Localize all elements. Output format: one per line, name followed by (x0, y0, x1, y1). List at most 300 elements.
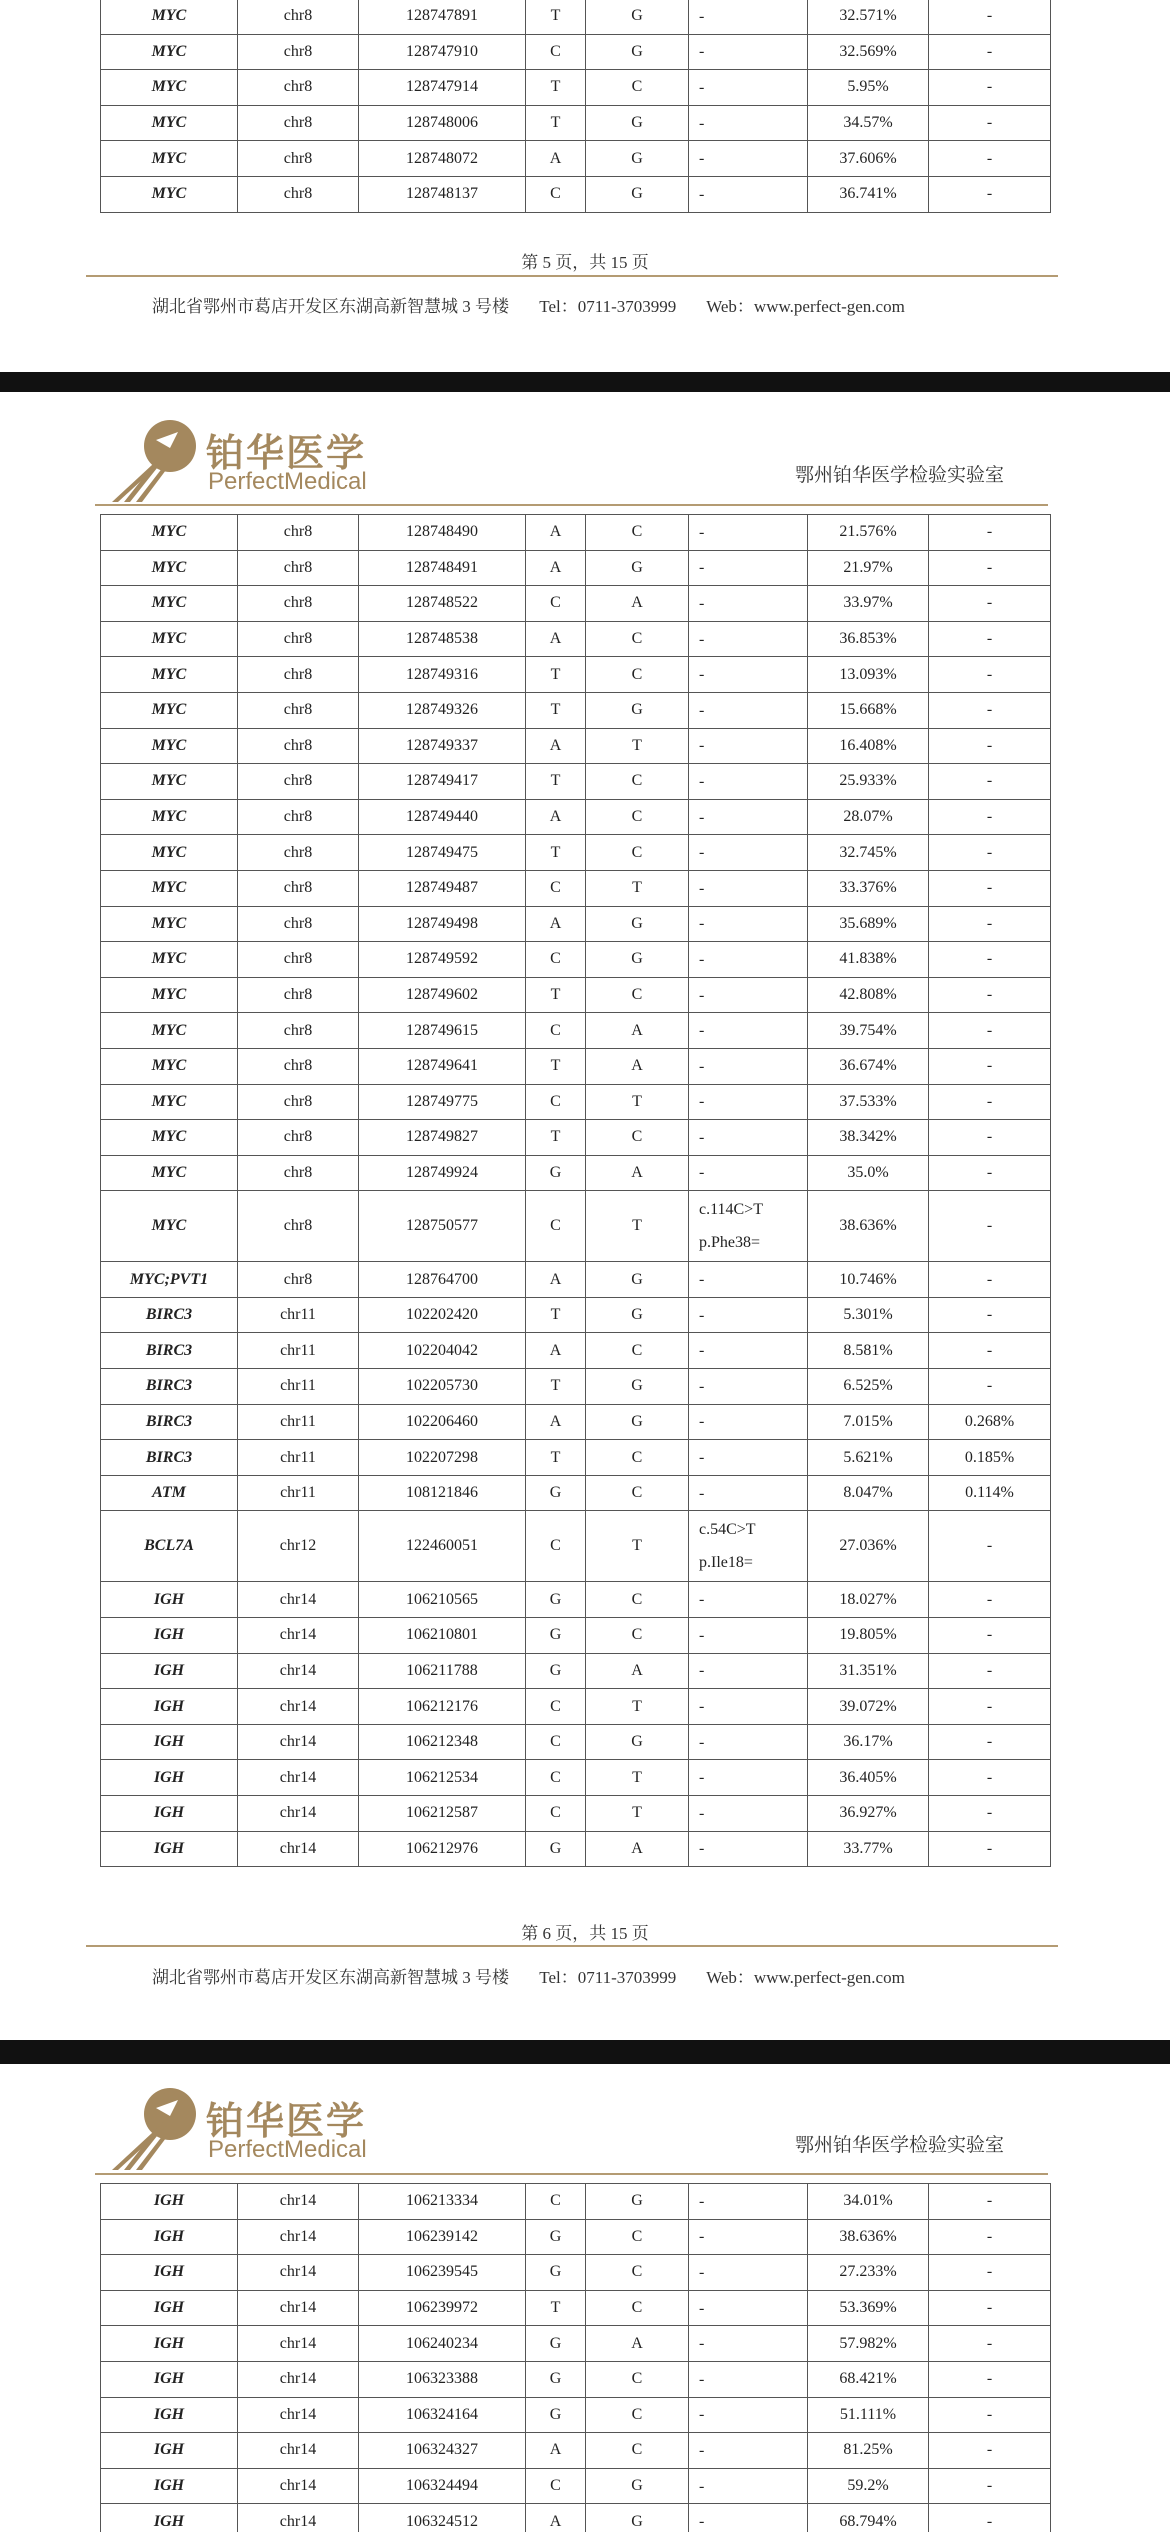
vaf-cell: 36.674% (808, 1048, 929, 1084)
position-cell: 128749475 (359, 835, 526, 871)
gene-cell: IGH (101, 2468, 238, 2504)
frequency-cell: - (929, 799, 1051, 835)
chromosome-cell: chr8 (238, 977, 359, 1013)
gene-cell: MYC (101, 728, 238, 764)
vaf-cell: 51.111% (808, 2397, 929, 2433)
position-cell: 128749924 (359, 1155, 526, 1191)
ref-base-cell: G (526, 1653, 586, 1689)
alt-base-cell: G (586, 141, 689, 177)
gene-cell: MYC (101, 692, 238, 728)
position-cell: 128747910 (359, 34, 526, 70)
page-number: 第 6 页，共 15 页 (521, 1924, 649, 1943)
hgvs-text: p.Ile18= (699, 1554, 753, 1572)
chromosome-cell: chr8 (238, 906, 359, 942)
table-row (101, 1724, 1051, 1760)
alt-base-cell: C (586, 2255, 689, 2291)
hgvs-cell (689, 799, 808, 835)
brand-logo (108, 418, 368, 504)
vaf-cell: 15.668% (808, 692, 929, 728)
position-cell: 106324327 (359, 2433, 526, 2469)
position-cell: 106324164 (359, 2397, 526, 2433)
frequency-cell: - (929, 586, 1051, 622)
gene-cell: BIRC3 (101, 1440, 238, 1476)
hgvs-cell (689, 0, 808, 34)
hgvs-cell (689, 70, 808, 106)
vaf-cell: 19.805% (808, 1618, 929, 1654)
vaf-cell: 59.2% (808, 2468, 929, 2504)
footer-address: 湖北省鄂州市葛店开发区东湖高新智慧城 3 号楼 (152, 297, 509, 316)
gene-cell: IGH (101, 2326, 238, 2362)
hgvs-text: - (699, 844, 705, 862)
alt-base-cell: T (586, 728, 689, 764)
ref-base-cell: C (526, 1796, 586, 1832)
hgvs-text: - (699, 1377, 705, 1395)
perfect-medical-logo-icon (108, 2086, 200, 2172)
alt-base-cell: C (586, 764, 689, 800)
hgvs-text: - (699, 2406, 705, 2424)
gene-cell: MYC;PVT1 (101, 1262, 238, 1298)
gene-cell: IGH (101, 2184, 238, 2220)
frequency-cell: - (929, 2290, 1051, 2326)
alt-base-cell: C (586, 1475, 689, 1511)
table-row (101, 728, 1051, 764)
vaf-cell: 8.581% (808, 1333, 929, 1369)
hgvs-cell (689, 977, 808, 1013)
chromosome-cell: chr8 (238, 515, 359, 551)
hgvs-text: - (699, 1413, 705, 1431)
alt-base-cell: C (586, 977, 689, 1013)
frequency-cell: - (929, 1297, 1051, 1333)
chromosome-cell: chr14 (238, 2504, 359, 2532)
alt-base-cell: G (586, 1297, 689, 1333)
vaf-cell: 36.17% (808, 1724, 929, 1760)
alt-base-cell: C (586, 1120, 689, 1156)
position-cell: 128749602 (359, 977, 526, 1013)
hgvs-text: - (699, 185, 705, 203)
vaf-cell: 32.571% (808, 0, 929, 34)
alt-base-cell: G (586, 1724, 689, 1760)
vaf-cell: 35.689% (808, 906, 929, 942)
alt-base-cell: G (586, 1369, 689, 1405)
hgvs-cell (689, 728, 808, 764)
hgvs-text: - (699, 1626, 705, 1644)
hgvs-text: - (699, 879, 705, 897)
vaf-cell: 68.421% (808, 2361, 929, 2397)
ref-base-cell: G (526, 2361, 586, 2397)
alt-base-cell: T (586, 1689, 689, 1725)
frequency-cell: - (929, 728, 1051, 764)
table-row (101, 1796, 1051, 1832)
alt-base-cell: A (586, 1653, 689, 1689)
hgvs-cell (689, 621, 808, 657)
vaf-cell: 33.376% (808, 870, 929, 906)
position-cell: 106240234 (359, 2326, 526, 2362)
table-row (101, 176, 1051, 212)
frequency-cell: - (929, 176, 1051, 212)
vaf-cell: 39.072% (808, 1689, 929, 1725)
vaf-cell: 36.927% (808, 1796, 929, 1832)
chromosome-cell: chr14 (238, 1724, 359, 1760)
vaf-cell: 34.57% (808, 105, 929, 141)
position-cell: 106323388 (359, 2361, 526, 2397)
alt-base-cell: G (586, 2184, 689, 2220)
gene-cell: IGH (101, 1760, 238, 1796)
vaf-cell: 8.047% (808, 1475, 929, 1511)
alt-base-cell: G (586, 34, 689, 70)
gene-cell: MYC (101, 1120, 238, 1156)
footer-contact (152, 292, 931, 317)
alt-base-cell: G (586, 105, 689, 141)
table-row (101, 870, 1051, 906)
ref-base-cell: T (526, 105, 586, 141)
hgvs-text: - (699, 2335, 705, 2353)
hgvs-text: - (699, 630, 705, 648)
footer-contact (152, 1963, 931, 1988)
vaf-cell: 38.342% (808, 1120, 929, 1156)
vaf-cell: 27.233% (808, 2255, 929, 2291)
position-cell: 128749337 (359, 728, 526, 764)
frequency-cell: - (929, 1724, 1051, 1760)
hgvs-text: - (699, 1698, 705, 1716)
hgvs-text: - (699, 594, 705, 612)
hgvs-cell (689, 1760, 808, 1796)
position-cell: 128748522 (359, 586, 526, 622)
logo-english-name: PerfectMedical (208, 468, 367, 495)
table-row (101, 1511, 1051, 1582)
hgvs-cell (689, 515, 808, 551)
position-cell: 128748491 (359, 550, 526, 586)
table-row (101, 105, 1051, 141)
table-row (101, 621, 1051, 657)
table-row (101, 942, 1051, 978)
position-cell: 128747914 (359, 70, 526, 106)
table-row (101, 906, 1051, 942)
chromosome-cell: chr14 (238, 1689, 359, 1725)
gene-cell: MYC (101, 870, 238, 906)
page-number: 第 5 页，共 15 页 (521, 253, 649, 272)
table-row (101, 1689, 1051, 1725)
hgvs-text: - (699, 1662, 705, 1680)
ref-base-cell: C (526, 1724, 586, 1760)
gene-cell: MYC (101, 0, 238, 34)
hgvs-cell (689, 1511, 808, 1582)
table-row (101, 2255, 1051, 2291)
vaf-cell: 38.636% (808, 1191, 929, 1262)
position-cell: 128749641 (359, 1048, 526, 1084)
table-row (101, 2397, 1051, 2433)
position-cell: 122460051 (359, 1511, 526, 1582)
hgvs-text: - (699, 1449, 705, 1467)
ref-base-cell: G (526, 2326, 586, 2362)
alt-base-cell: C (586, 1618, 689, 1654)
ref-base-cell: A (526, 1404, 586, 1440)
frequency-cell: - (929, 1333, 1051, 1369)
alt-base-cell: C (586, 515, 689, 551)
frequency-cell: - (929, 1653, 1051, 1689)
alt-base-cell: C (586, 657, 689, 693)
position-cell: 128748137 (359, 176, 526, 212)
hgvs-text: - (699, 1733, 705, 1751)
ref-base-cell: A (526, 141, 586, 177)
position-cell: 106212976 (359, 1831, 526, 1867)
position-cell: 102207298 (359, 1440, 526, 1476)
chromosome-cell: chr14 (238, 1760, 359, 1796)
ref-base-cell: T (526, 1440, 586, 1476)
vaf-cell: 5.95% (808, 70, 929, 106)
table-row (101, 1120, 1051, 1156)
hgvs-cell (689, 1724, 808, 1760)
gene-cell: IGH (101, 1724, 238, 1760)
gene-cell: IGH (101, 2219, 238, 2255)
gene-cell: MYC (101, 764, 238, 800)
footer-address: 湖北省鄂州市葛店开发区东湖高新智慧城 3 号楼 (152, 1968, 509, 1987)
ref-base-cell: T (526, 764, 586, 800)
position-cell: 106210801 (359, 1618, 526, 1654)
frequency-cell: - (929, 1048, 1051, 1084)
hgvs-cell (689, 1120, 808, 1156)
hgvs-cell (689, 2290, 808, 2326)
gene-cell: IGH (101, 2290, 238, 2326)
hgvs-text: - (699, 2441, 705, 2459)
vaf-cell: 36.405% (808, 1760, 929, 1796)
ref-base-cell: A (526, 2433, 586, 2469)
chromosome-cell: chr8 (238, 621, 359, 657)
gene-cell: ATM (101, 1475, 238, 1511)
hgvs-cell (689, 2219, 808, 2255)
ref-base-cell: C (526, 176, 586, 212)
ref-base-cell: T (526, 657, 586, 693)
hgvs-text: - (699, 2228, 705, 2246)
hgvs-text: - (699, 1342, 705, 1360)
hgvs-text: - (699, 701, 705, 719)
frequency-cell: - (929, 1013, 1051, 1049)
table-row (101, 34, 1051, 70)
table-row (101, 70, 1051, 106)
vaf-cell: 16.408% (808, 728, 929, 764)
table-row (101, 0, 1051, 34)
report-page-7 (0, 2064, 1170, 2532)
position-cell: 128764700 (359, 1262, 526, 1298)
position-cell: 106210565 (359, 1582, 526, 1618)
table-row (101, 1013, 1051, 1049)
chromosome-cell: chr11 (238, 1297, 359, 1333)
ref-base-cell: G (526, 1582, 586, 1618)
alt-base-cell: T (586, 1796, 689, 1832)
hgvs-cell (689, 2397, 808, 2433)
chromosome-cell: chr12 (238, 1511, 359, 1582)
ref-base-cell: C (526, 870, 586, 906)
position-cell: 128750577 (359, 1191, 526, 1262)
alt-base-cell: T (586, 1511, 689, 1582)
vaf-cell: 18.027% (808, 1582, 929, 1618)
header-divider (95, 504, 1048, 506)
hgvs-text: - (699, 114, 705, 132)
frequency-cell: - (929, 1582, 1051, 1618)
hgvs-text: - (699, 1128, 705, 1146)
hgvs-cell (689, 1262, 808, 1298)
alt-base-cell: C (586, 1333, 689, 1369)
position-cell: 128748538 (359, 621, 526, 657)
table-row (101, 1084, 1051, 1120)
chromosome-cell: chr11 (238, 1333, 359, 1369)
hgvs-cell (689, 550, 808, 586)
chromosome-cell: chr14 (238, 2361, 359, 2397)
position-cell: 102202420 (359, 1297, 526, 1333)
frequency-cell: - (929, 1689, 1051, 1725)
chromosome-cell: chr8 (238, 70, 359, 106)
position-cell: 108121846 (359, 1475, 526, 1511)
table-row (101, 2361, 1051, 2397)
hgvs-cell (689, 1048, 808, 1084)
ref-base-cell: G (526, 1618, 586, 1654)
logo-chinese-name: 铂华医学 (206, 2099, 367, 2143)
gene-cell: MYC (101, 550, 238, 586)
alt-base-cell: C (586, 70, 689, 106)
frequency-cell: 0.268% (929, 1404, 1051, 1440)
lab-name: 鄂州铂华医学检验实验室 (794, 2135, 1004, 2156)
chromosome-cell: chr14 (238, 2326, 359, 2362)
table-row (101, 1475, 1051, 1511)
table-row (101, 2290, 1051, 2326)
alt-base-cell: C (586, 2290, 689, 2326)
gene-cell: MYC (101, 586, 238, 622)
hgvs-cell (689, 2361, 808, 2397)
hgvs-text: - (699, 2370, 705, 2388)
chromosome-cell: chr8 (238, 176, 359, 212)
hgvs-text: - (699, 1271, 705, 1289)
ref-base-cell: T (526, 70, 586, 106)
vaf-cell: 81.25% (808, 2433, 929, 2469)
ref-base-cell: A (526, 906, 586, 942)
alt-base-cell: G (586, 942, 689, 978)
hgvs-cell (689, 1191, 808, 1262)
alt-base-cell: C (586, 835, 689, 871)
ref-base-cell: A (526, 550, 586, 586)
table-row (101, 977, 1051, 1013)
hgvs-cell (689, 2184, 808, 2220)
table-row (101, 657, 1051, 693)
table-row (101, 1618, 1051, 1654)
vaf-cell: 36.853% (808, 621, 929, 657)
gene-cell: BIRC3 (101, 1297, 238, 1333)
gene-cell: BIRC3 (101, 1333, 238, 1369)
vaf-cell: 35.0% (808, 1155, 929, 1191)
chromosome-cell: chr11 (238, 1404, 359, 1440)
hgvs-cell (689, 692, 808, 728)
vaf-cell: 21.576% (808, 515, 929, 551)
position-cell: 128749440 (359, 799, 526, 835)
table-row (101, 1297, 1051, 1333)
variant-table (100, 2183, 1051, 2532)
ref-base-cell: G (526, 1475, 586, 1511)
alt-base-cell: C (586, 2397, 689, 2433)
chromosome-cell: chr8 (238, 657, 359, 693)
frequency-cell: - (929, 906, 1051, 942)
table-row (101, 586, 1051, 622)
ref-base-cell: C (526, 34, 586, 70)
frequency-cell: - (929, 105, 1051, 141)
gene-cell: IGH (101, 1653, 238, 1689)
table-row (101, 1191, 1051, 1262)
ref-base-cell: T (526, 835, 586, 871)
gene-cell: MYC (101, 176, 238, 212)
position-cell: 128749316 (359, 657, 526, 693)
hgvs-text: - (699, 43, 705, 61)
hgvs-text: - (699, 78, 705, 96)
position-cell: 102205730 (359, 1369, 526, 1405)
hgvs-text: - (699, 2477, 705, 2495)
chromosome-cell: chr14 (238, 2468, 359, 2504)
alt-base-cell: A (586, 1155, 689, 1191)
chromosome-cell: chr8 (238, 1155, 359, 1191)
frequency-cell: - (929, 942, 1051, 978)
hgvs-text: - (699, 150, 705, 168)
frequency-cell: - (929, 1262, 1051, 1298)
page-separator (0, 2040, 1170, 2064)
hgvs-cell (689, 141, 808, 177)
footer-web: Web：www.perfect-gen.com (706, 297, 905, 316)
ref-base-cell: T (526, 1369, 586, 1405)
hgvs-text: - (699, 2299, 705, 2317)
hgvs-text: - (699, 1306, 705, 1324)
position-cell: 128749498 (359, 906, 526, 942)
hgvs-cell (689, 764, 808, 800)
hgvs-cell (689, 1333, 808, 1369)
hgvs-text: - (699, 808, 705, 826)
hgvs-cell (689, 2504, 808, 2532)
hgvs-cell (689, 2433, 808, 2469)
frequency-cell: - (929, 764, 1051, 800)
table-row (101, 1369, 1051, 1405)
chromosome-cell: chr14 (238, 2397, 359, 2433)
hgvs-text: c.114C>T (699, 1201, 763, 1219)
hgvs-cell (689, 835, 808, 871)
logo-english-name: PerfectMedical (208, 2136, 367, 2163)
ref-base-cell: C (526, 586, 586, 622)
chromosome-cell: chr8 (238, 550, 359, 586)
chromosome-cell: chr8 (238, 1013, 359, 1049)
hgvs-cell (689, 2468, 808, 2504)
position-cell: 128749326 (359, 692, 526, 728)
hgvs-cell (689, 2326, 808, 2362)
frequency-cell: - (929, 657, 1051, 693)
alt-base-cell: T (586, 870, 689, 906)
footer-tel: Tel：0711-3703999 (539, 1968, 677, 1987)
vaf-cell: 39.754% (808, 1013, 929, 1049)
ref-base-cell: C (526, 1511, 586, 1582)
gene-cell: MYC (101, 141, 238, 177)
vaf-cell: 37.606% (808, 141, 929, 177)
vaf-cell: 10.746% (808, 1262, 929, 1298)
position-cell: 102204042 (359, 1333, 526, 1369)
gene-cell: MYC (101, 942, 238, 978)
frequency-cell: - (929, 34, 1051, 70)
gene-cell: MYC (101, 977, 238, 1013)
gene-cell: BCL7A (101, 1511, 238, 1582)
chromosome-cell: chr14 (238, 2290, 359, 2326)
hgvs-text: - (699, 523, 705, 541)
alt-base-cell: T (586, 1760, 689, 1796)
chromosome-cell: chr14 (238, 1582, 359, 1618)
table-row (101, 799, 1051, 835)
gene-cell: MYC (101, 657, 238, 693)
chromosome-cell: chr8 (238, 1048, 359, 1084)
hgvs-text: - (699, 7, 705, 25)
vaf-cell: 53.369% (808, 2290, 929, 2326)
frequency-cell: - (929, 1796, 1051, 1832)
chromosome-cell: chr14 (238, 1618, 359, 1654)
position-cell: 106211788 (359, 1653, 526, 1689)
